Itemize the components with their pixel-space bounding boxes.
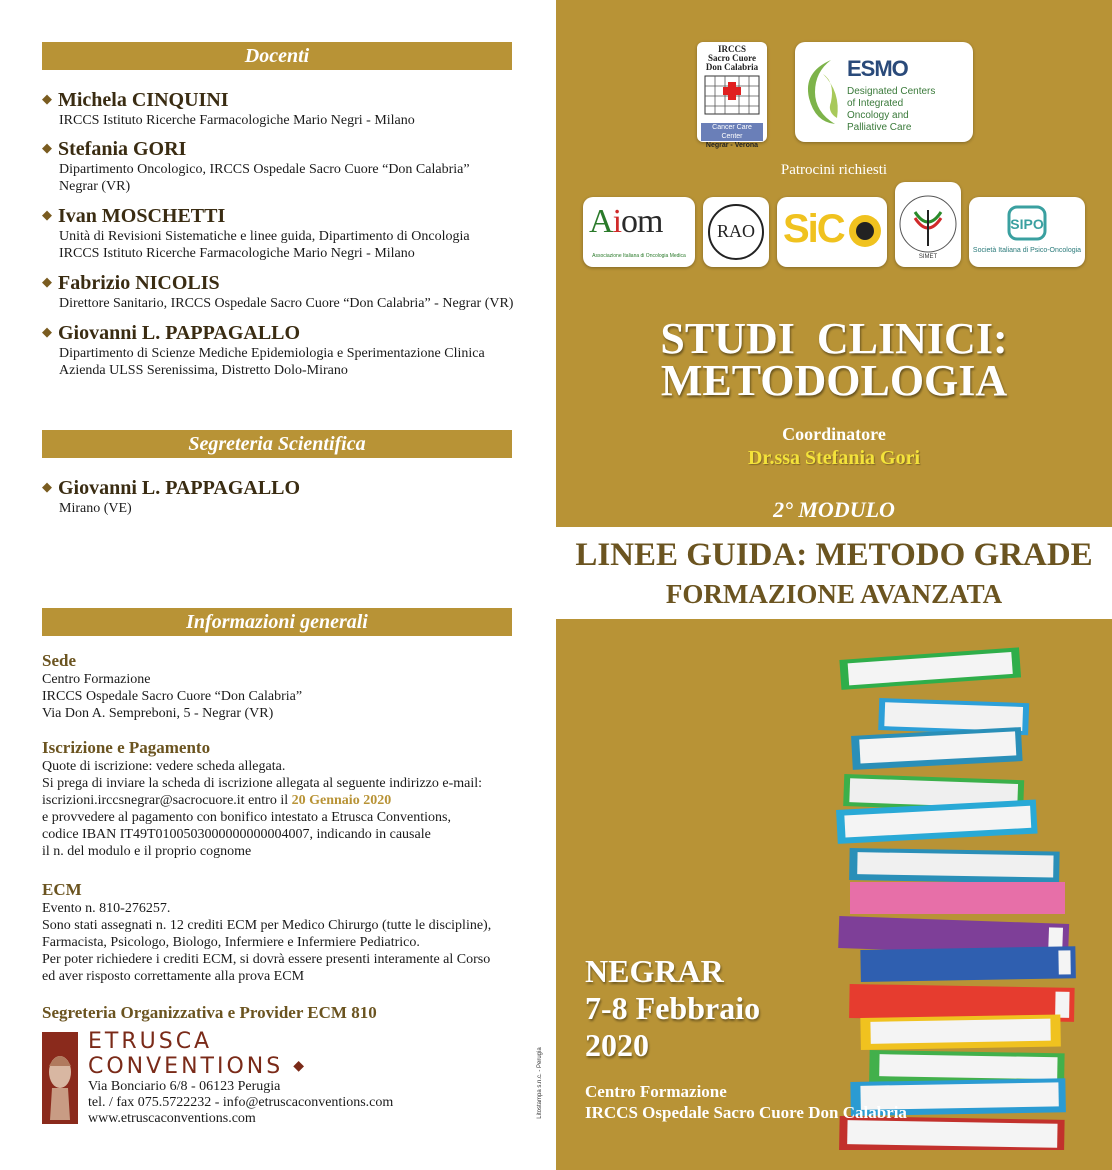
sede-line: Via Don A. Sempreboni, 5 - Negrar (VR): [42, 706, 274, 721]
aiom-logo: Aiom Associazione Italiana di Oncologia Medica: [583, 197, 695, 267]
etrusca-wordmark: [88, 1030, 307, 1079]
rao-icon: [703, 197, 769, 267]
venue-line1: Centro Formazione: [585, 1082, 727, 1101]
diamond-icon: ◆: [42, 479, 52, 494]
iscrizione-title: Iscrizione e Pagamento: [42, 738, 211, 757]
diamond-icon: ◆: [42, 91, 52, 106]
venue-line2: IRCCS Ospedale Sacro Cuore Don Calabria: [585, 1103, 907, 1122]
ecm-line: ed aver risposto correttamente alla prova ECM: [42, 969, 305, 984]
docente-name: Michela CINQUINI: [58, 89, 229, 111]
iscrizione-line: il n. del modulo e il proprio cognome: [42, 844, 252, 859]
docente-name: Stefania GORI: [58, 138, 187, 160]
provider-title: Segreteria Organizzativa e Provider ECM 810: [42, 1003, 377, 1022]
main-title-line1: STUDI CLINICI:: [660, 314, 1008, 363]
sico-logo: SiC: [777, 197, 887, 267]
event-city: NEGRAR: [585, 953, 724, 989]
sede-section: [42, 651, 522, 722]
printer-credit: Litostampa s.n.c. - Perugia: [537, 1047, 543, 1119]
book-stack: [836, 647, 1076, 1150]
coordinatore-name: Dr.ssa Stefania Gori: [747, 447, 921, 469]
docente-affiliation: Direttore Sanitario, IRCCS Ospedale Sacro Cuore “Don Calabria” - Negrar (VR): [59, 296, 514, 311]
sico-sun-icon: [847, 213, 883, 249]
iscrizione-line: codice IBAN IT49T0100503000000000004007, indicando in causale: [42, 827, 431, 842]
ecm-line: Sono stati assegnati n. 12 crediti ECM per Medico Chirurgo (tutte le discipline),: [42, 918, 492, 933]
sipo-logo: [969, 197, 1085, 267]
aiom-sub: Associazione Italiana di Oncologia Medica: [592, 253, 686, 259]
esmo-line: Oncology and: [847, 110, 909, 121]
coordinatore-label: Coordinatore: [782, 424, 886, 444]
docente-affiliation: Negrar (VR): [59, 179, 131, 194]
esmo-swirl-icon: [801, 52, 841, 132]
printer-credit-wrap: [535, 1030, 545, 1140]
irccs-logo-line: Sacro Cuore: [708, 53, 756, 63]
books-stack-illustration: [820, 630, 1090, 1150]
ecm-line: Evento n. 810-276257.: [42, 901, 171, 916]
modulo-label: 2° MODULO: [773, 497, 895, 522]
svg-text:RAO: RAO: [716, 221, 756, 241]
segreteria-name: Giovanni L. PAPPAGALLO: [58, 477, 301, 499]
patrocini-label: Patrocini richiesti: [780, 162, 888, 178]
docente-name: Fabrizio NICOLIS: [58, 272, 220, 294]
etrusca-line2: CONVENTIONS: [88, 1054, 284, 1079]
iscrizione-line: e provvedere al pagamento con bonifico intestato a Etrusca Conventions,: [42, 810, 451, 825]
rao-logo: [703, 197, 769, 267]
irccs-logo: [697, 42, 767, 149]
ecm-title: ECM: [42, 880, 82, 899]
docente-affiliation: IRCCS Istituto Ricerche Farmacologiche Mario Negri - Milano: [59, 113, 415, 128]
address-line[interactable]: www.etruscaconventions.com: [88, 1111, 256, 1126]
docente-name: Ivan MOSCHETTI: [58, 205, 226, 227]
irccs-footer1: Cancer Care Center: [701, 123, 763, 141]
hospital-building-icon: [697, 72, 767, 118]
docente-affiliation: Azienda ULSS Serenissima, Distretto Dolo-Mirano: [59, 363, 348, 378]
iscrizione-line: Si prega di inviare la scheda di iscrizione allegata al seguente indirizzo e-mail:: [42, 776, 483, 791]
docente-affiliation: Unità di Revisioni Sistematiche e linee guida, Dipartimento di Oncologia: [59, 229, 470, 244]
iscrizione-deadline: 20 Gennaio 2020: [291, 793, 392, 808]
main-title-line2: METODOLOGIA: [660, 356, 1008, 405]
simet-logo: [895, 182, 961, 267]
address-line[interactable]: tel. / fax 075.5722232 - info@etruscaconventions.com: [88, 1095, 394, 1110]
esmo-line: Designated Centers: [847, 86, 936, 97]
docente-3: [42, 203, 522, 262]
segreteria-location: Mirano (VE): [59, 501, 132, 516]
event-year: 2020: [585, 1027, 649, 1063]
iscrizione-section: [42, 738, 522, 860]
etrusca-address: [88, 1079, 508, 1127]
irccs-footer2: Negrar - Verona: [705, 142, 759, 149]
segreteria-scientifica-header: Segreteria Scientifica: [42, 430, 512, 458]
sede-line: IRCCS Ospedale Sacro Cuore “Don Calabria”: [42, 689, 303, 704]
diamond-icon: ◆: [42, 324, 52, 339]
etrusca-line1: ETRUSCA: [88, 1029, 213, 1054]
event-venue: [585, 1081, 907, 1123]
esmo-line: of Integrated: [847, 98, 904, 109]
docente-name: Giovanni L. PAPPAGALLO: [58, 322, 301, 344]
ecm-line: Per poter richiedere i crediti ECM, si dovrà essere presenti interamente al Corso: [42, 952, 491, 967]
diamond-icon: ◆: [293, 1058, 307, 1074]
sipo-sub: Società Italiana di Psico-Oncologia: [972, 247, 1082, 254]
simet-emblem-icon: [895, 182, 961, 267]
docente-affiliation: IRCCS Istituto Ricerche Farmacologiche Mario Negri - Milano: [59, 246, 415, 261]
diamond-icon: ◆: [42, 207, 52, 222]
docente-2: [42, 136, 522, 195]
diamond-icon: ◆: [42, 140, 52, 155]
docenti-header: Docenti: [42, 42, 512, 70]
docente-5: [42, 320, 522, 379]
ecm-line: Farmacista, Psicologo, Biologo, Infermiere e Infermiere Pediatrico.: [42, 935, 420, 950]
diamond-icon: ◆: [42, 274, 52, 289]
etrusca-head-logo: [42, 1032, 78, 1124]
event-details: [585, 953, 760, 1064]
provider-section: [42, 1003, 522, 1023]
subtitle-line1: LINEE GUIDA: METODO GRADE: [575, 537, 1093, 573]
sede-title: Sede: [42, 651, 76, 670]
svg-text:SIPO: SIPO: [1010, 216, 1044, 232]
docente-4: [42, 270, 522, 312]
address-line: Via Bonciario 6/8 - 06123 Perugia: [88, 1079, 281, 1094]
docente-1: [42, 87, 522, 129]
esmo-logo: [795, 42, 973, 142]
segreteria-person: [42, 475, 522, 517]
esmo-brand: ESMO: [847, 56, 908, 81]
irccs-logo-line: IRCCS: [717, 44, 746, 54]
sede-line: Centro Formazione: [42, 672, 151, 687]
docente-affiliation: Dipartimento di Scienze Mediche Epidemiologia e Sperimentazione Clinica: [59, 346, 485, 361]
informazioni-header: Informazioni generali: [42, 608, 512, 636]
svg-text:SIMET: SIMET: [918, 254, 938, 260]
subtitle-line2: FORMAZIONE AVANZATA: [665, 579, 1003, 609]
docente-affiliation: Dipartimento Oncologico, IRCCS Ospedale Sacro Cuore “Don Calabria”: [59, 162, 470, 177]
etrusca-head-icon: [42, 1032, 78, 1124]
iscrizione-line: Quote di iscrizione: vedere scheda allegata.: [42, 759, 286, 774]
iscrizione-email[interactable]: iscrizioni.irccsnegrar@sacrocuore.it entro il: [42, 793, 289, 808]
ecm-section: [42, 880, 522, 985]
irccs-logo-line: Don Calabria: [705, 62, 759, 72]
sipo-icon: [1007, 205, 1047, 241]
esmo-line: Palliative Care: [847, 122, 912, 133]
event-dates: 7-8 Febbraio: [585, 990, 761, 1026]
